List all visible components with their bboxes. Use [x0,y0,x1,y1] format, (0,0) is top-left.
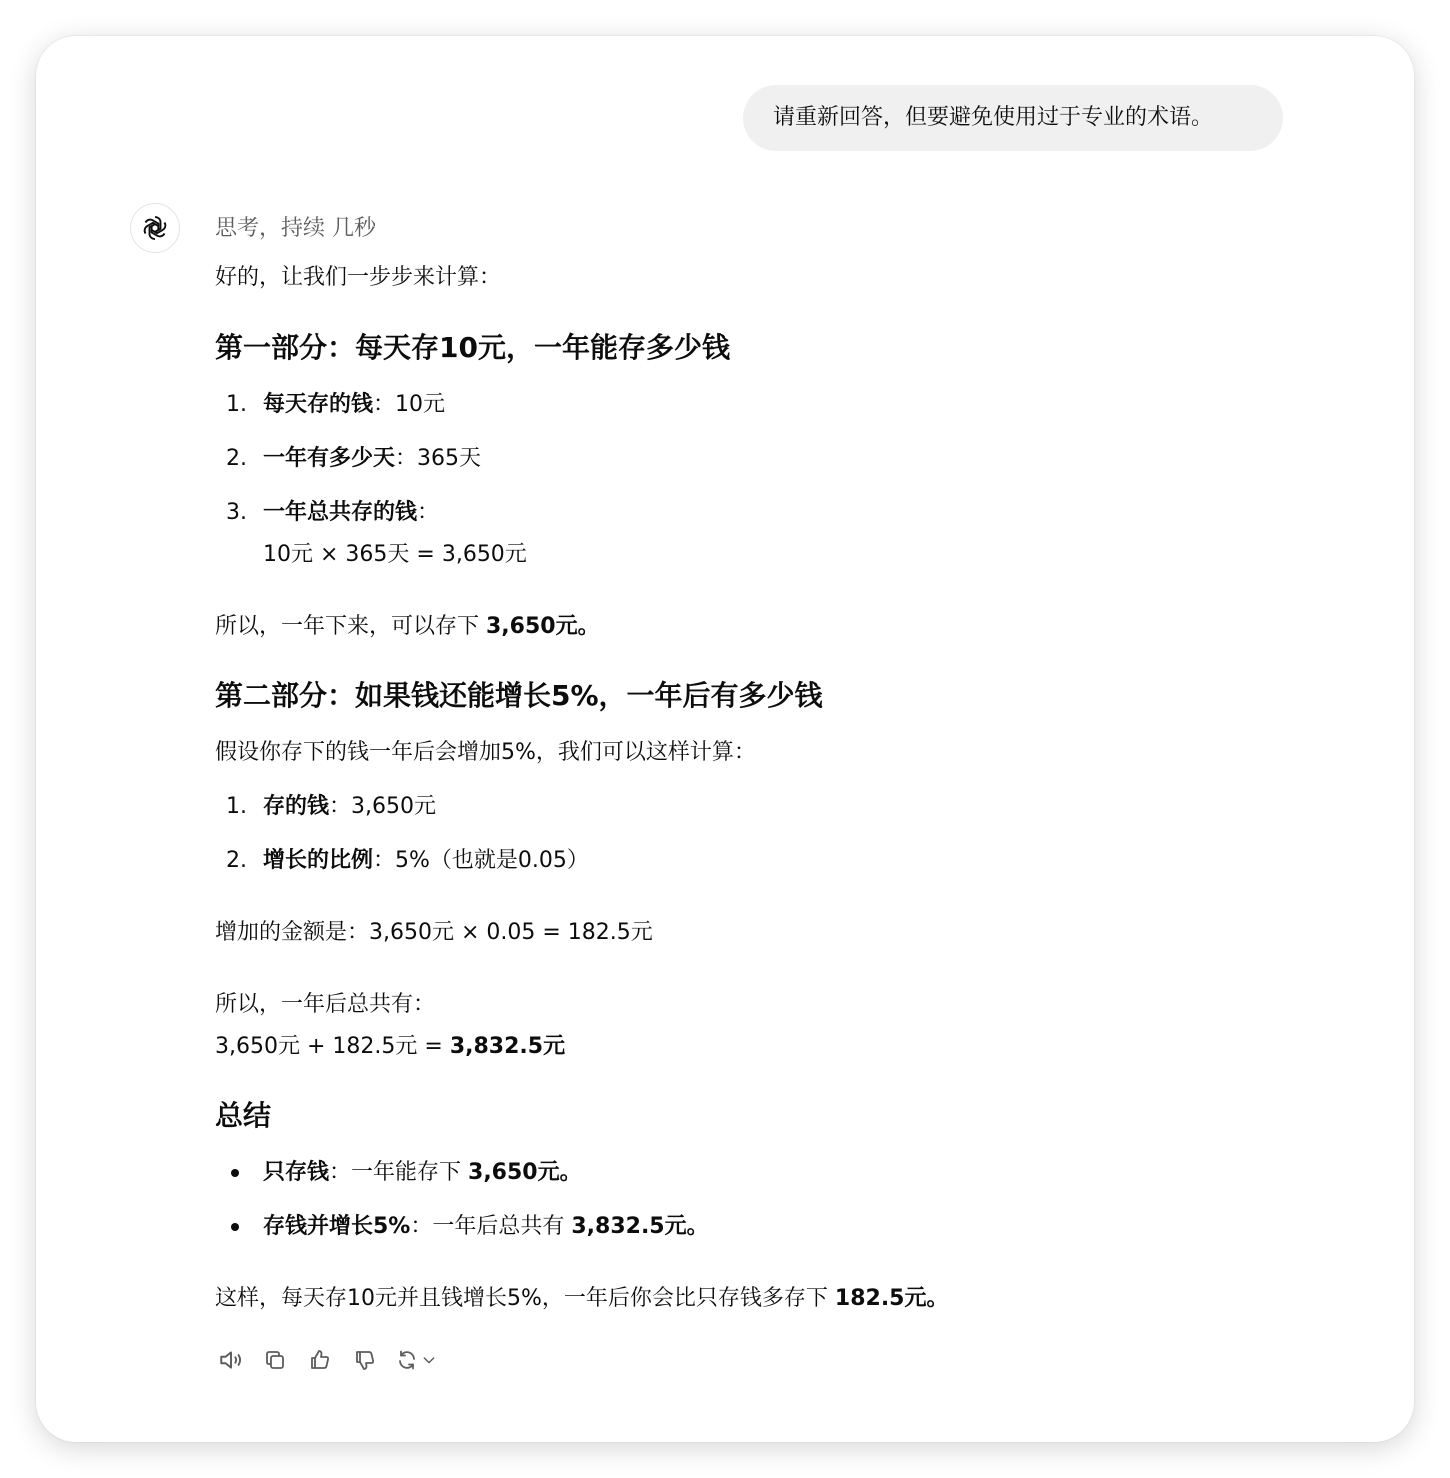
copy-icon [263,1348,287,1372]
thumbs-down-button[interactable] [349,1344,381,1376]
summary-bullet [263,1211,709,1243]
regenerate-icon [395,1348,419,1372]
list-item-label: 一年有多少天 [263,446,396,471]
conclusion-amount: 3,650元。 [486,614,600,639]
bullet-text: ：一年能存下 [329,1160,469,1185]
bullet-text: ：一年后总共有 [410,1214,572,1239]
part2-intro: 假设你存下的钱一年后会增加5%，我们可以这样计算： [215,740,756,765]
list-item [263,497,439,529]
list-number: 1. [226,794,247,819]
chat-container [36,36,1414,1442]
final-text: 这样，每天存10元并且钱增长5%，一年后你会比只存钱多存下 [215,1286,835,1311]
bullet-amount: 3,650元。 [468,1160,582,1185]
list-item-label: 增长的比例 [263,848,374,873]
copy-button[interactable] [259,1344,291,1376]
bullet-label: 只存钱 [263,1160,330,1185]
list-item-value: ：365天 [395,446,482,471]
speaker-icon [218,1347,244,1373]
list-item-value: ：10元 [373,392,446,417]
final-conclusion [215,1283,948,1315]
conclusion-text: 所以，一年下来，可以存下 [215,614,486,639]
list-item-label: 每天存的钱 [263,392,374,417]
model-switch-dropdown[interactable] [417,1344,441,1376]
user-message-bubble [743,85,1283,151]
bullet-amount: 3,832.5元。 [571,1214,709,1239]
section-heading-part1: 第一部分：每天存10元，一年能存多少钱 [215,331,730,364]
read-aloud-button[interactable] [215,1344,247,1376]
assistant-avatar [130,203,180,253]
chevron-down-icon [421,1352,437,1368]
section-heading-part2: 第二部分：如果钱还能增长5%，一年后有多少钱 [215,679,823,712]
list-item-label: 存的钱 [263,794,330,819]
final-amount: 182.5元。 [834,1286,949,1311]
bullet-label: 存钱并增长5% [263,1214,411,1239]
part1-conclusion [215,611,600,643]
assistant-intro: 好的，让我们一步步来计算： [215,265,502,290]
list-number: 2. [226,446,247,471]
total-label: 所以，一年后总共有： [215,992,436,1017]
list-item [263,845,589,877]
bullet-dot [231,1169,239,1177]
list-item-value: ：5%（也就是0.05） [373,848,589,873]
list-item-value: ：3,650元 [329,794,436,819]
section-heading-summary: 总结 [215,1099,272,1132]
list-number: 2. [226,848,247,873]
list-number: 3. [226,500,247,525]
formula-text: 10元 × 365天 = 3,650元 [263,542,527,567]
thinking-status[interactable]: 思考，持续 几秒 [215,216,376,241]
total-amount: 3,832.5元 [449,1034,566,1059]
bullet-dot [231,1223,239,1231]
total-formula-text: 3,650元 + 182.5元 = [215,1034,450,1059]
list-item [263,443,481,475]
total-formula [215,1031,565,1063]
thumbs-up-button[interactable] [304,1344,336,1376]
thumbs-down-icon [353,1348,377,1372]
thumbs-up-icon [308,1348,332,1372]
list-item-label: 一年总共存的钱 [263,500,418,525]
increase-amount-text: 增加的金额是：3,650元 × 0.05 = 182.5元 [215,920,653,945]
openai-logo-icon [140,213,170,243]
list-item [263,791,436,823]
user-message-text: 请重新回答，但要避免使用过于专业的术语。 [773,105,1214,130]
list-item-value: ： [417,500,440,525]
summary-bullet [263,1157,582,1189]
list-item [263,389,445,421]
list-number: 1. [226,392,247,417]
